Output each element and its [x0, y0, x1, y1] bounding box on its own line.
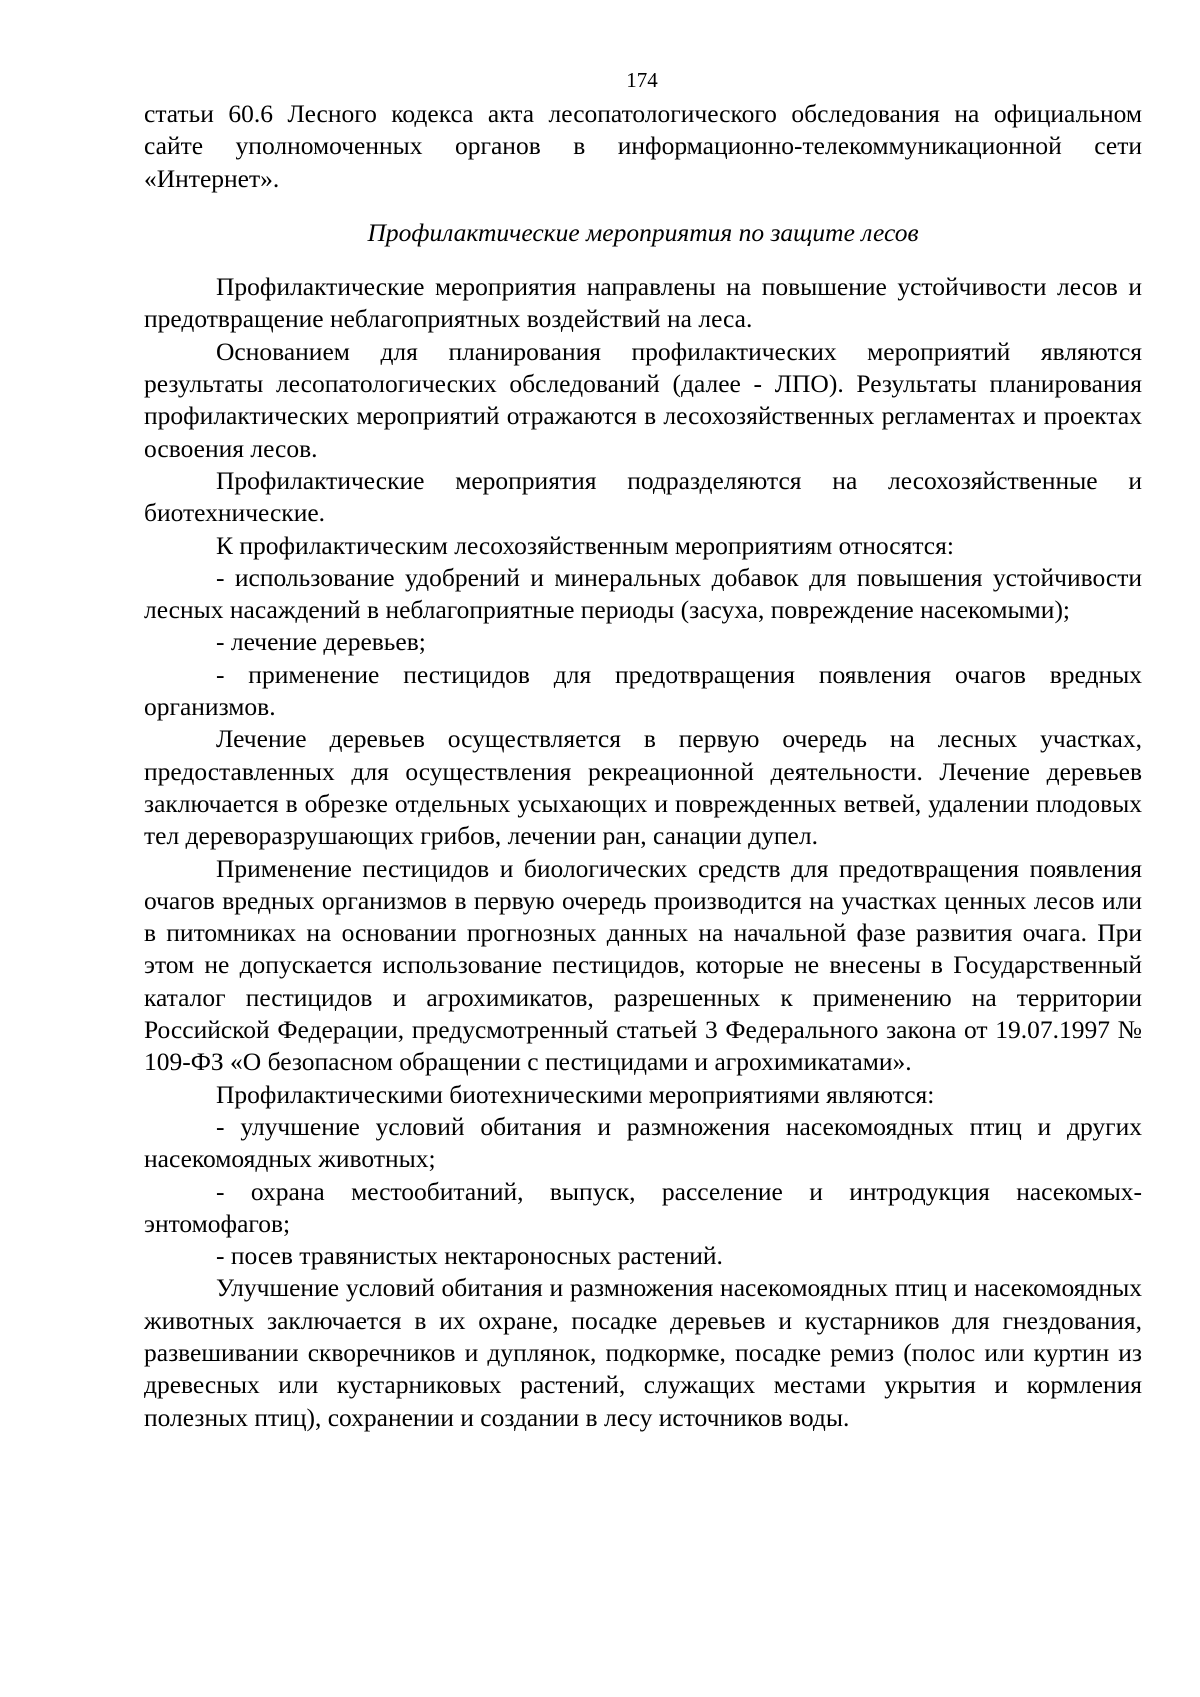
- list-item: - улучшение условий обитания и размножения насекомоядных птиц и других насекомоядных животных;: [144, 1111, 1142, 1174]
- paragraph: Профилактическими биотехническими мероприятиями являются:: [216, 1079, 935, 1109]
- paragraph: Основанием для планирования профилактических мероприятий являются результаты лесопатологических обследований (далее - ЛПО). Результаты планирования профилактических мероприятий отражаются в лесохозяйственных регламентах и проектах освоения лесов.: [144, 336, 1142, 463]
- paragraph: Профилактические мероприятия подразделяются на лесохозяйственные и биотехнические.: [144, 465, 1142, 528]
- list-item: - использование удобрений и минеральных добавок для повышения устойчивости лесных насаждений в неблагоприятные периоды (засуха, повреждение насекомыми);: [144, 562, 1142, 625]
- intro-paragraph: статьи 60.6 Лесного кодекса акта лесопатологического обследования на официальном сайте уполномоченных органов в информационно-телекоммуникационной сети «Интернет».: [144, 99, 1142, 193]
- list-item: - применение пестицидов для предотвращения появления очагов вредных организмов.: [144, 659, 1142, 722]
- list-item: - посев травянистых нектароносных растений.: [216, 1241, 723, 1271]
- section-title: Профилактические мероприятия по защите лесов: [367, 217, 919, 247]
- paragraph: К профилактическим лесохозяйственным мероприятиям относятся:: [216, 530, 954, 560]
- list-item: - лечение деревьев;: [216, 627, 426, 657]
- paragraph: Лечение деревьев осуществляется в первую очередь на лесных участках, предоставленных для осуществления рекреационной деятельности. Лечение деревьев заключается в обрезке отдельных усыхающих и поврежденных ветвей, удалении плодовых тел дереворазрушающих грибов, лечении ран, санации дупел.: [144, 724, 1142, 851]
- paragraph: Улучшение условий обитания и размножения насекомоядных птиц и насекомоядных животных заключается в их охране, посадке деревьев и кустарников для гнездования, развешивании скворечников и дуплянок, подкормке, посадке ремиз (полос или куртин из древесных или кустарниковых растений, служащих местами укрытия и кормления полезных птиц), сохранении и создании в лесу источников воды.: [144, 1273, 1142, 1432]
- list-item: - охрана местообитаний, выпуск, расселение и интродукция насекомых-энтомофагов;: [144, 1176, 1142, 1238]
- paragraph: Профилактические мероприятия направлены на повышение устойчивости лесов и предотвращение неблагоприятных воздействий на леса.: [144, 272, 1142, 334]
- page-number: 174: [626, 68, 658, 92]
- paragraph: Применение пестицидов и биологических средств для предотвращения появления очагов вредных организмов в первую очередь производится на участках ценных лесов или в питомниках на основании прогнозных данных на начальной фазе развития очага. При этом не допускается использование пестицидов, которые не внесены в Государственный каталог пестицидов и агрохимикатов, разрешенных к применению на территории Российской Федерации, предусмотренный статьей 3 Федерального закона от 19.07.1997 № 109-ФЗ «О безопасном обращении с пестицидами и агрохимикатами».: [144, 853, 1142, 1077]
- document-page: [144, 68, 1142, 1434]
